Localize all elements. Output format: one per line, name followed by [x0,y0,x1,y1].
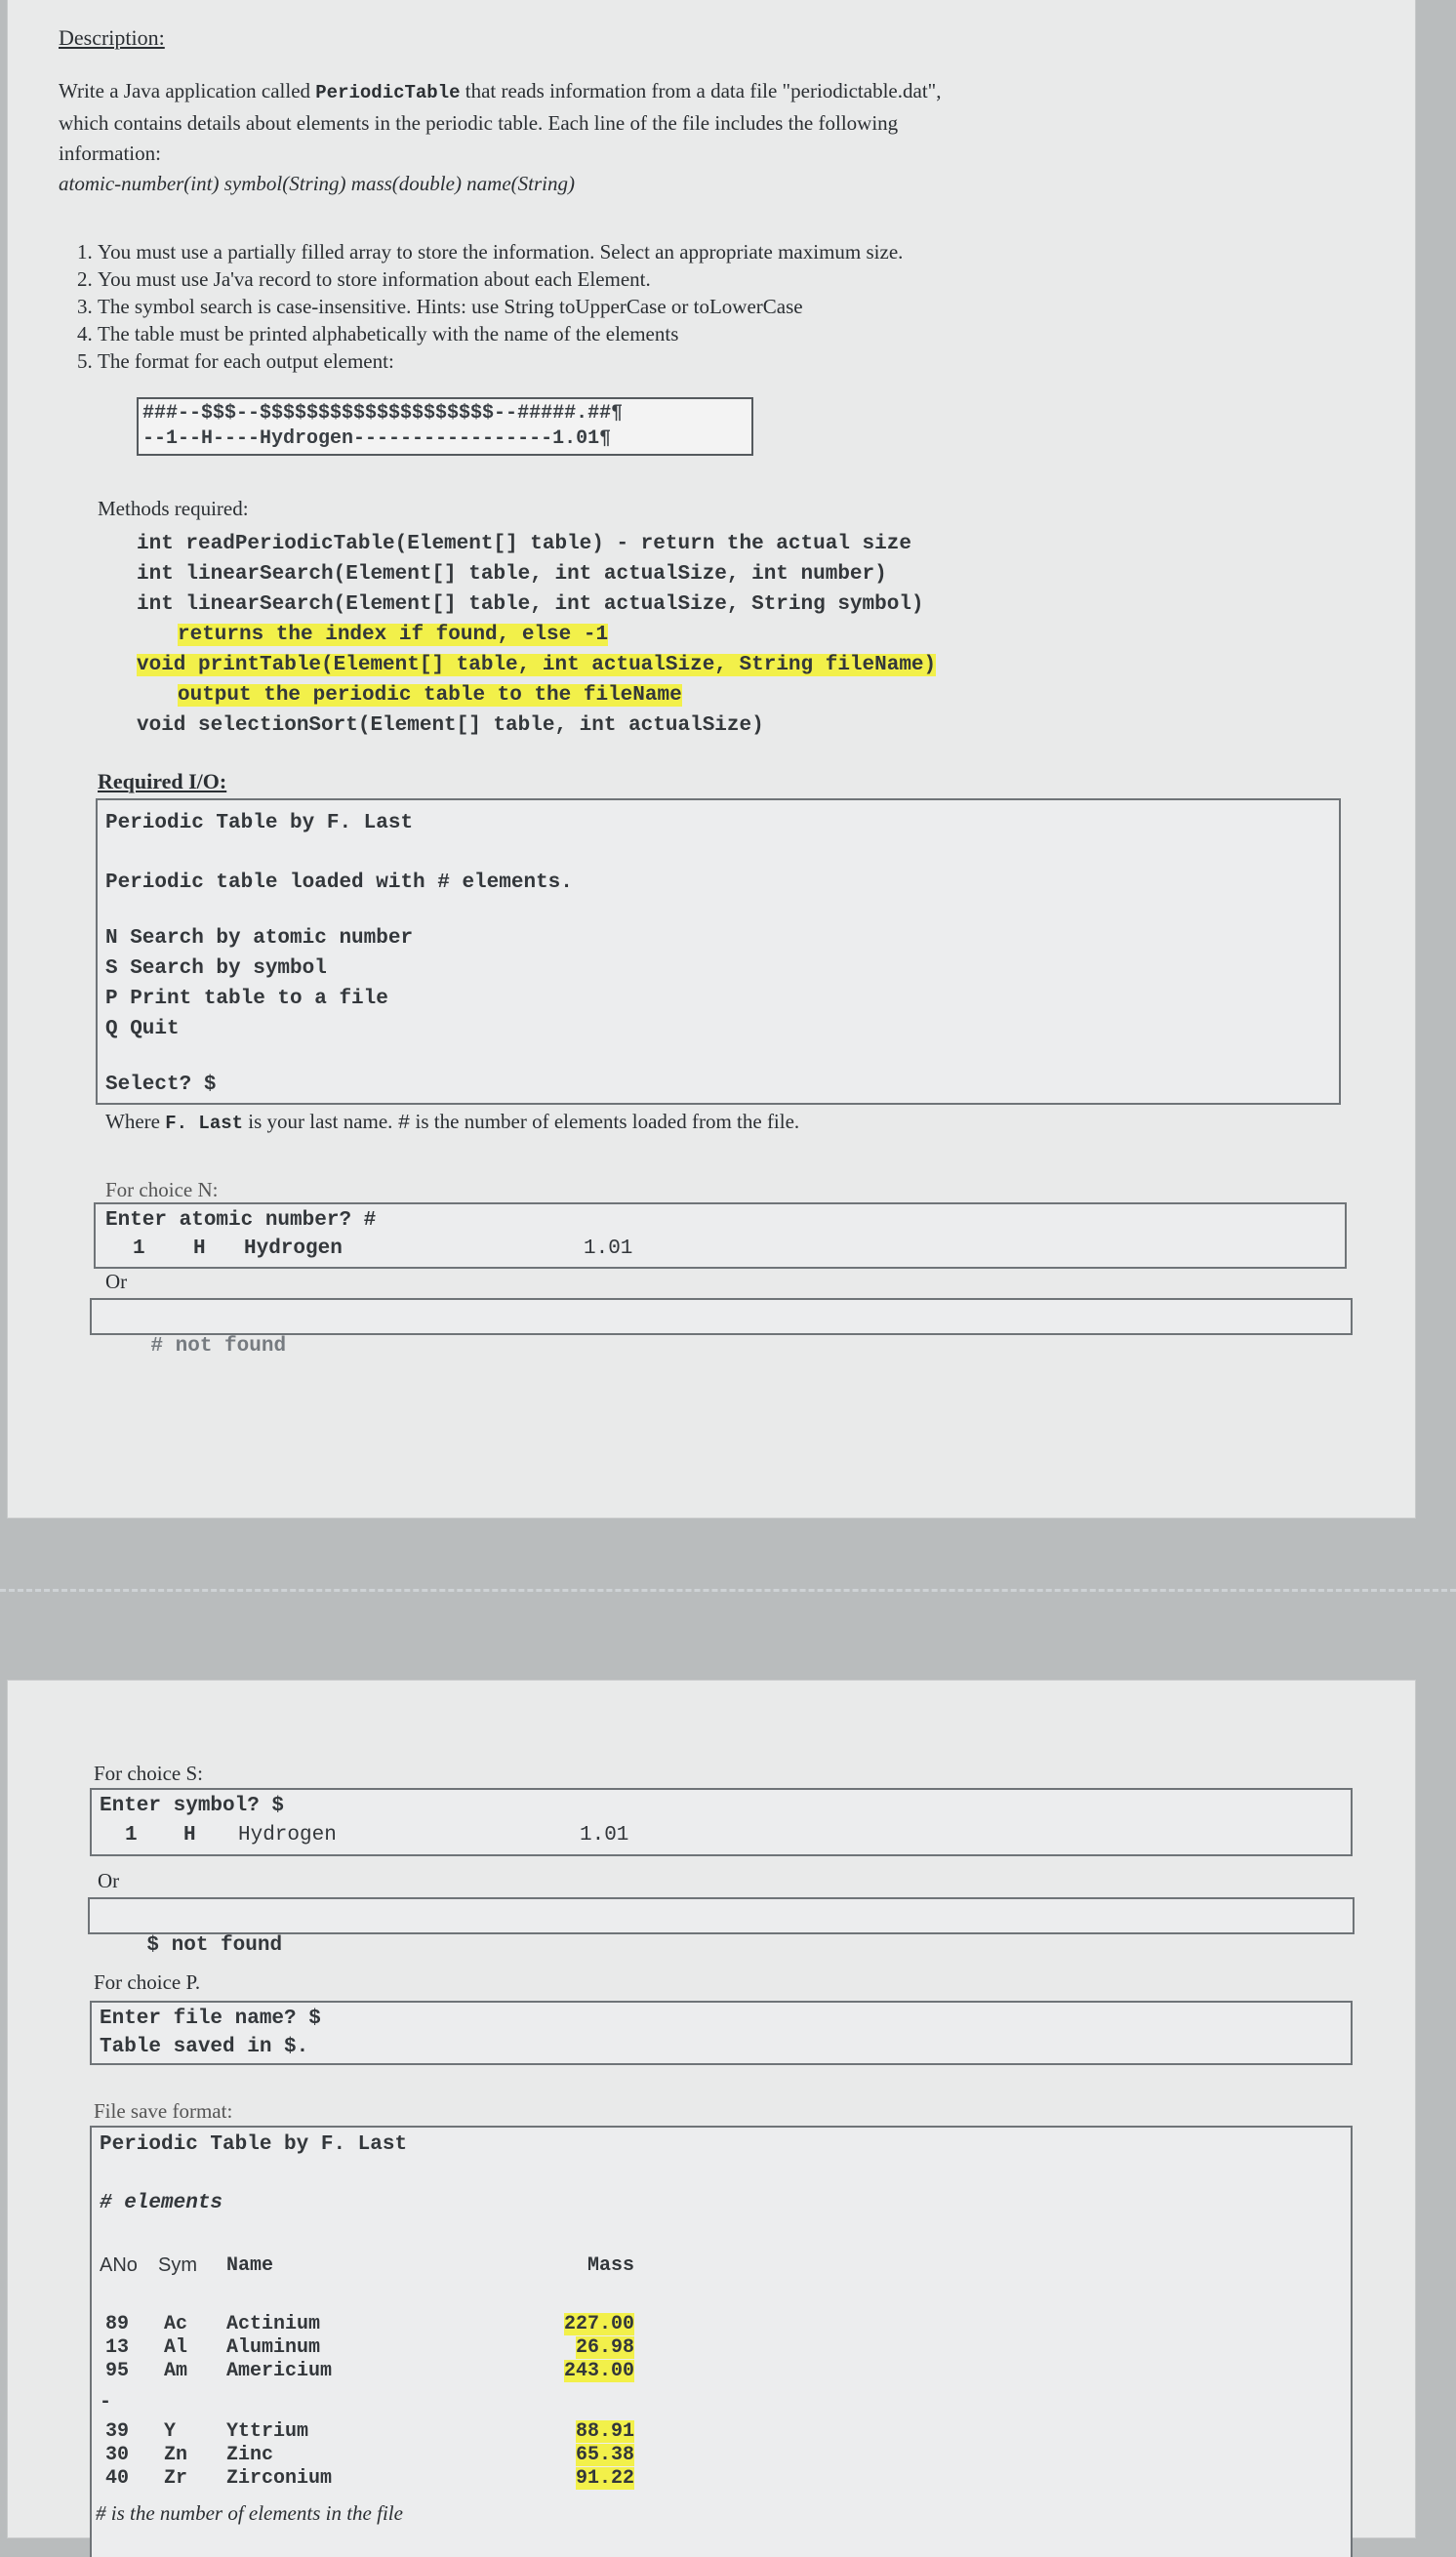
page-top [8,0,1415,1518]
where-note: Where F. Last is your last name. # is the number of elements loaded from the file. [105,1110,800,1135]
choice-s-label: For choice S: [94,1762,203,1785]
data-format-line: atomic-number(int) symbol(String) mass(double) name(String) [59,172,575,195]
required-io-heading: Required I/O: [98,769,227,793]
format-example: --1--H----Hydrogen-----------------1.01¶ [142,427,612,450]
choice-s-or: Or [98,1869,120,1892]
header-number: ANo [100,2254,138,2276]
header-name: Name [226,2254,274,2277]
io-loaded: Periodic table loaded with # elements. [105,872,573,894]
result-number: 1 [133,1238,145,1260]
method-read: int readPeriodicTable(Element[] table) - return the actual size [137,533,911,555]
requirement-item: 5. The format for each output element: [98,347,1405,375]
choice-s-not-found-box [88,1897,1355,1957]
choice-p-label: For choice P. [94,1970,201,1994]
format-pattern: ###--$$$--$$$$$$$$$$$$$$$$$$$$--#####.##¶ [142,402,624,425]
method-search-number: int linearSearch(Element[] table, int actualSize, int number) [137,563,887,586]
required-io-box [96,798,1341,1105]
method-search-symbol: int linearSearch(Element[] table, int actualSize, String symbol) [137,593,924,616]
requirements-list [59,238,1405,375]
method-search-note: returns the index if found, else -1 [178,624,609,646]
requirement-item: 1. You must use a partially filled array to store the information. Select an appropriate maximum size. [98,238,1405,265]
menu-item-q: Q Quit [105,1018,180,1040]
choice-p-box [90,2001,1353,2065]
file-elements-count: # elements [100,2192,223,2214]
description-paragraph: Write a Java application called PeriodicTable that reads information from a data file "periodictable.dat", which contains details about elements in the periodic table. Each line of the file includes the following information: atomic-number(int) symbol(String) mass(double) name(String) [59,76,1405,199]
header-mass: Mass [587,2254,635,2277]
menu-item-n: N Search by atomic number [105,927,414,950]
result-mass: 1.01 [584,1238,633,1260]
result-name: Hydrogen [244,1238,343,1260]
requirement-item: 3. The symbol search is case-insensitive. Hints: use String toUpperCase or toLowerCase [98,293,1405,320]
file-footer-note: # is the number of elements in the file [96,2501,403,2525]
page-bottom [8,1681,1415,2537]
file-title: Periodic Table by F. Last [100,2133,408,2156]
requirement-item: 2. You must use Ja'va record to store information about each Element. [98,265,1405,293]
requirement-item: 4. The table must be printed alphabetically with the name of the elements [98,320,1405,347]
menu-item-s: S Search by symbol [105,957,327,980]
file-format-box: Periodic Table by F. Last # elements ANo Sym Name Mass 89 Ac Actinium 227.00 13 Al Aluminum 26.98 95 Am Americium 243.00 - 39 Y Yttrium 88.91 30 Zn Zinc 65.38 40 Zr Zirconium 91.22 # is the number of elements in the file [90,2126,1353,2557]
file-format-label: File save format: [94,2099,233,2123]
choice-n-not-found: # not found [150,1335,287,1358]
method-sort: void selectionSort(Element[] table, int actualSize) [137,714,764,737]
result-mass: 1.01 [580,1824,629,1847]
method-print: void printTable(Element[] table, int actualSize, [137,654,727,676]
result-symbol: H [183,1824,196,1847]
description-heading: Description: [59,25,165,50]
io-select: Select? $ [105,1074,217,1096]
result-name: Hydrogen [238,1824,337,1847]
menu-item-p: P Print table to a file [105,988,388,1010]
page-separator [0,1589,1456,1609]
header-symbol: Sym [158,2254,197,2276]
choice-n-or: Or [105,1270,128,1293]
io-title: Periodic Table by F. Last [105,812,414,834]
methods-list [137,529,936,741]
method-print-param: String fileName) [726,654,937,676]
method-print-note: output the periodic table to the fileName [178,684,682,707]
result-number: 1 [125,1824,138,1847]
choice-p-prompt: Enter file name? $ [100,2008,321,2030]
methods-heading: Methods required: [98,497,249,520]
result-symbol: H [193,1238,206,1260]
output-format-box [137,397,753,456]
choice-n-not-found-box [90,1298,1353,1358]
choice-s-prompt: Enter symbol? $ [100,1795,285,1817]
choice-n-prompt: Enter atomic number? # [105,1209,377,1232]
choice-n-label: For choice N: [105,1178,219,1201]
choice-s-box [90,1788,1353,1856]
choice-p-saved: Table saved in $. [100,2036,309,2058]
choice-n-box [94,1202,1347,1269]
class-name: PeriodicTable [315,82,461,103]
choice-s-not-found: $ not found [146,1934,283,1957]
